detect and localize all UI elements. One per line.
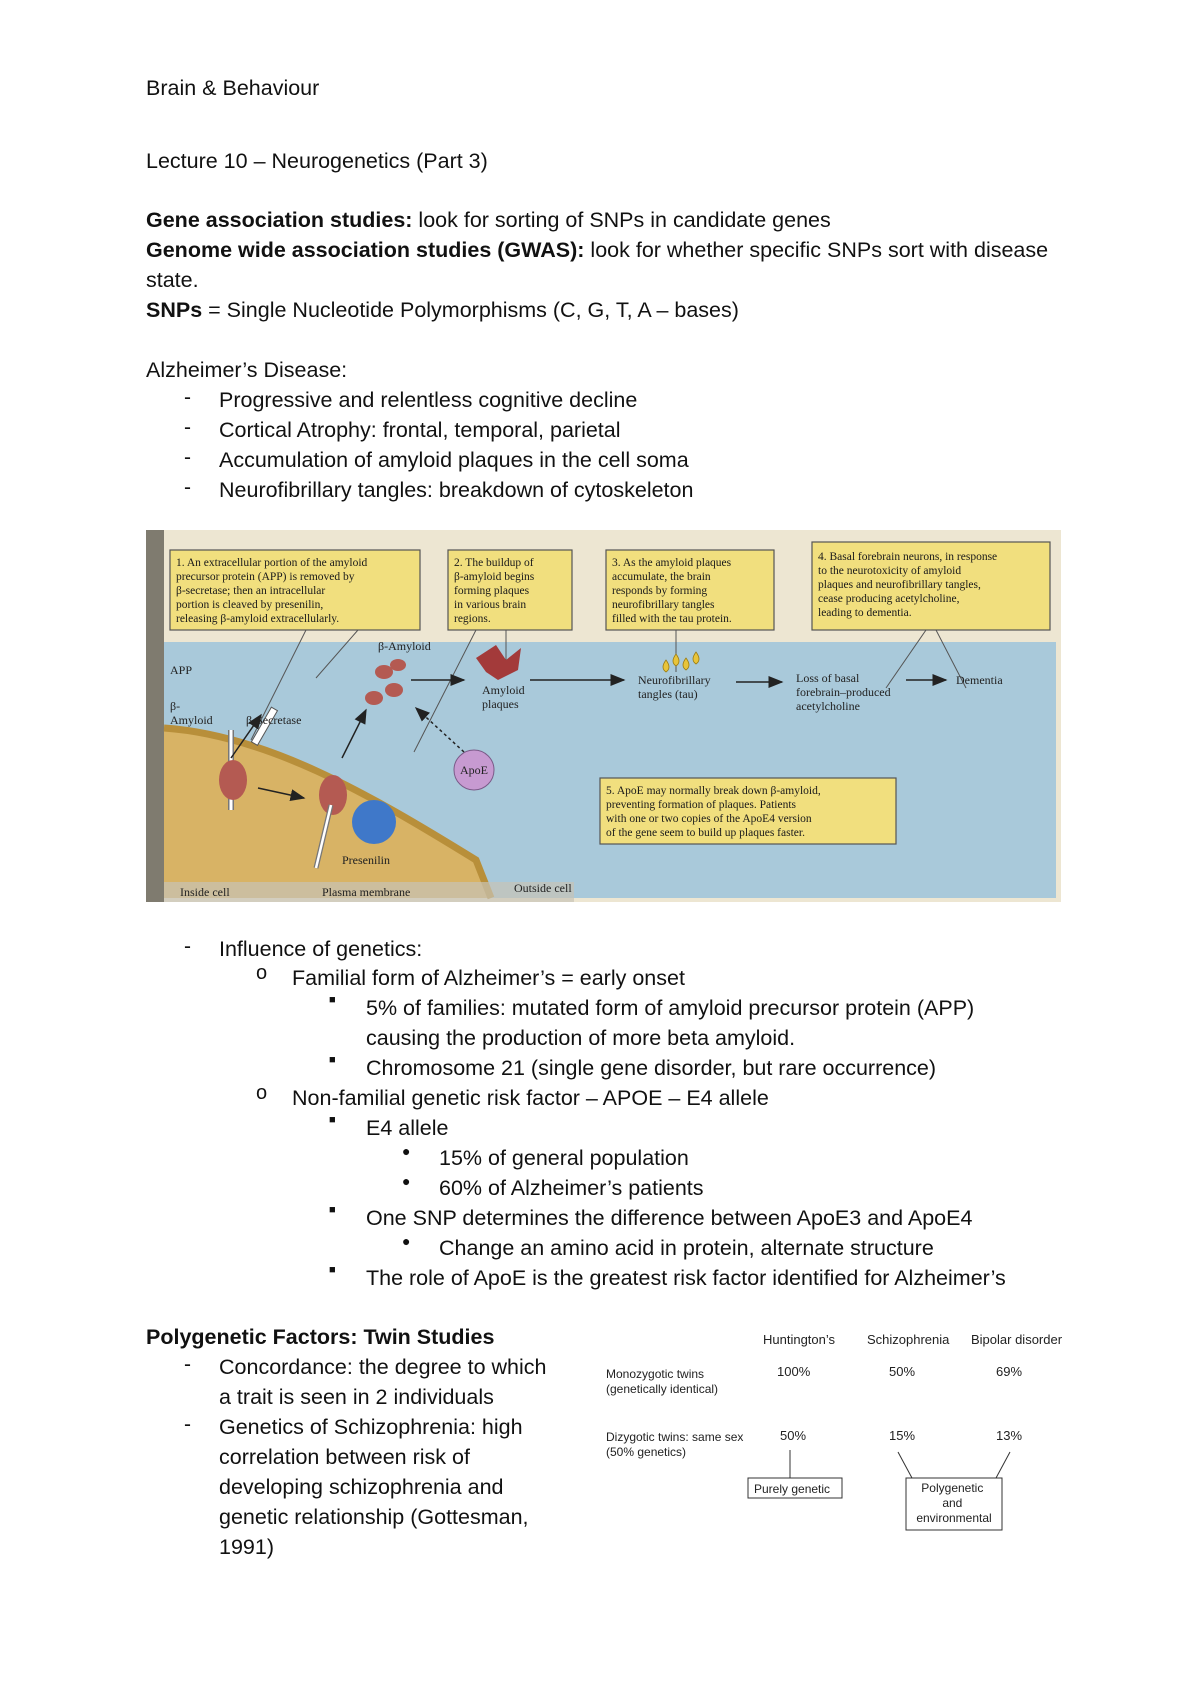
role-item: The role of ApoE is the greatest risk factor identified for Alzheimer’s xyxy=(366,1266,1006,1290)
figure-page-shadow xyxy=(146,530,164,902)
polygenetic-bullet: Concordance: the degree to which xyxy=(219,1355,547,1379)
twin-concordance-table xyxy=(600,1326,1070,1551)
label-tangles-2: tangles (tau) xyxy=(638,687,698,701)
definition-gwas xyxy=(146,236,1048,265)
alzheimers-heading: Alzheimer’s Disease: xyxy=(146,358,348,382)
dash-marker: - xyxy=(184,476,191,499)
column-header-huntingtons: Huntington’s xyxy=(763,1332,836,1347)
definition-gene-association xyxy=(146,206,831,235)
familial-point: 5% of families: mutated form of amyloid precursor protein (APP) xyxy=(366,996,975,1020)
polygenetic-bullet-continued: 1991) xyxy=(219,1535,274,1559)
label-loss-2: forebrain–produced xyxy=(796,685,891,699)
definition-term: Genome wide association studies (GWAS): xyxy=(146,238,585,262)
square-marker: ■ xyxy=(329,1264,336,1276)
twin-table-connectors xyxy=(790,1450,1010,1478)
label-dementia: Dementia xyxy=(956,673,1003,687)
definition-text: look for sorting of SNPs in candidate genes xyxy=(412,208,831,232)
definition-gwas-continued: state. xyxy=(146,268,199,292)
svg-text:2. The buildup of β-amyl: 2. The buildup of β-amyloid begins forming plaques in various brain regions. xyxy=(454,557,535,625)
genetics-item: Influence of genetics: xyxy=(219,937,423,961)
callout-box-3 xyxy=(606,550,774,630)
label-loss-3: acetylcholine xyxy=(796,699,860,713)
familial-point: Chromosome 21 (single gene disorder, but rare occurrence) xyxy=(366,1056,937,1080)
polygenetic-bullet-continued: developing schizophrenia and xyxy=(219,1475,504,1499)
row-label-dizygotic-sub: (50% genetics) xyxy=(606,1445,687,1459)
label-app: APP xyxy=(170,663,193,677)
row-label-monozygotic: Monozygotic twins xyxy=(606,1367,705,1381)
dot-marker: ● xyxy=(402,1143,411,1159)
label-apoe: ApoE xyxy=(460,763,488,777)
b-amyloid-particle xyxy=(390,659,406,671)
svg-text:4. Basal forebrain neurons, in: 4. Basal forebrain neurons, in response to the neurotoxicity of amyloid plaques and neurofibrillary tangles, cease producing acetylcholine, leading to dementia. xyxy=(818,551,998,619)
callout-box-2 xyxy=(448,550,572,630)
dash-marker: - xyxy=(184,386,191,409)
familial-point-continued: causing the production of more beta amyloid. xyxy=(366,1026,796,1050)
lecture-title: Lecture 10 – Neurogenetics (Part 3) xyxy=(146,149,488,173)
b-amyloid-site xyxy=(319,775,347,815)
value-dz-huntingtons: 50% xyxy=(780,1428,807,1443)
dot-marker: ● xyxy=(402,1233,411,1249)
label-loss-1: Loss of basal xyxy=(796,671,860,685)
e4-point: 15% of general population xyxy=(439,1146,689,1170)
value-dz-schizophrenia: 15% xyxy=(889,1428,916,1443)
dash-marker: - xyxy=(184,416,191,439)
polygenetic-bullet-continued: a trait is seen in 2 individuals xyxy=(219,1385,494,1409)
definition-term: SNPs xyxy=(146,298,203,322)
presenilin-shape xyxy=(352,800,396,844)
dash-marker: - xyxy=(184,1353,191,1376)
column-header-schizophrenia: Schizophrenia xyxy=(867,1332,950,1347)
polygenetic-bullet: Genetics of Schizophrenia: high xyxy=(219,1415,523,1439)
definition-text: look for whether specific SNPs sort with disease xyxy=(584,238,1049,262)
label-b-amyloid-top: β-Amyloid xyxy=(378,639,431,653)
value-mz-schizophrenia: 50% xyxy=(889,1364,916,1379)
definition-term: Gene association studies: xyxy=(146,208,413,232)
square-marker: ■ xyxy=(329,994,336,1006)
callout-box-5 xyxy=(600,778,896,844)
nonfamilial-item: Non-familial genetic risk factor – APOE – E4 allele xyxy=(292,1086,769,1110)
row-label-monozygotic-sub: (genetically identical) xyxy=(606,1382,719,1396)
snp-point: Change an amino acid in protein, alternate structure xyxy=(439,1236,934,1260)
purely-genetic-label: Purely genetic xyxy=(754,1482,831,1496)
b-secretase-shape xyxy=(219,760,247,800)
polygenetic-bullet-continued: correlation between risk of xyxy=(219,1445,470,1469)
svg-text:3. As the amyloid plaques: 3. As the amyloid plaques accumulate, the brain responds by forming neurofibrillary tangles filled with the tau protein. xyxy=(612,557,732,625)
definition-text: = Single Nucleotide Polymorphisms (C, G, T, A – bases) xyxy=(202,298,739,322)
alzheimers-pathway-figure xyxy=(146,530,1061,902)
row-label-dizygotic: Dizygotic twins: same sex xyxy=(606,1430,744,1444)
dash-marker: - xyxy=(184,935,191,958)
label-b-amyloid-left-1: β- xyxy=(170,699,181,713)
column-header-bipolar: Bipolar disorder xyxy=(971,1332,1063,1347)
svg-text:5. ApoE may normally break dow: 5. ApoE may normally break down β-amyloid, preventing formation of plaques. Patients with one or two copies of the ApoE4 version of the gene seem to build up plaques faster. xyxy=(606,785,821,839)
callout-box-1 xyxy=(170,550,420,630)
polygenetic-box-label: Polygenetic and environmental xyxy=(916,1481,992,1525)
dash-marker: - xyxy=(184,446,191,469)
definition-snps xyxy=(146,296,739,325)
e4-item: E4 allele xyxy=(366,1116,449,1140)
polygenetic-heading: Polygenetic Factors: Twin Studies xyxy=(146,1325,495,1349)
label-b-secretase: β-Secretase xyxy=(246,713,302,727)
label-inside-cell: Inside cell xyxy=(180,885,230,899)
label-amyloid-plaques-1: Amyloid xyxy=(482,683,525,697)
dash-marker: - xyxy=(184,1413,191,1436)
label-tangles-1: Neurofibrillary xyxy=(638,673,711,687)
course-title: Brain & Behaviour xyxy=(146,76,320,100)
value-mz-bipolar: 69% xyxy=(996,1364,1023,1379)
label-b-amyloid-left-2: Amyloid xyxy=(170,713,213,727)
label-amyloid-plaques-2: plaques xyxy=(482,697,519,711)
dot-marker: ● xyxy=(402,1173,411,1189)
alzheimers-bullet: Neurofibrillary tangles: breakdown of cytoskeleton xyxy=(219,478,694,502)
polygenetic-bullet-continued: genetic relationship (Gottesman, xyxy=(219,1505,529,1529)
square-marker: ■ xyxy=(329,1204,336,1216)
value-dz-bipolar: 13% xyxy=(996,1428,1023,1443)
label-presenilin: Presenilin xyxy=(342,853,390,867)
familial-item: Familial form of Alzheimer’s = early onset xyxy=(292,966,685,990)
b-amyloid-particle xyxy=(385,683,403,697)
e4-point: 60% of Alzheimer’s patients xyxy=(439,1176,704,1200)
label-outside-cell: Outside cell xyxy=(514,881,572,895)
alzheimers-bullet: Progressive and relentless cognitive decline xyxy=(219,388,638,412)
b-amyloid-particle xyxy=(375,665,393,679)
alzheimers-bullet: Accumulation of amyloid plaques in the cell soma xyxy=(219,448,689,472)
alzheimers-bullet: Cortical Atrophy: frontal, temporal, parietal xyxy=(219,418,621,442)
square-marker: ■ xyxy=(329,1114,336,1126)
callout-box-4 xyxy=(812,542,1050,630)
label-plasma-membrane: Plasma membrane xyxy=(322,885,411,899)
circle-marker: o xyxy=(256,1082,268,1104)
circle-marker: o xyxy=(256,962,268,984)
square-marker: ■ xyxy=(329,1054,336,1066)
svg-text:1. An extracellular portion of: 1. An extracellular portion of the amyloid precursor protein (APP) is removed by β-secretase; then an intracellular portion is cleaved by presenilin, releasing β-amyloid extracellularly. xyxy=(176,557,368,625)
snp-item: One SNP determines the difference between ApoE3 and ApoE4 xyxy=(366,1206,973,1230)
value-mz-huntingtons: 100% xyxy=(777,1364,811,1379)
b-amyloid-particle xyxy=(365,691,383,705)
